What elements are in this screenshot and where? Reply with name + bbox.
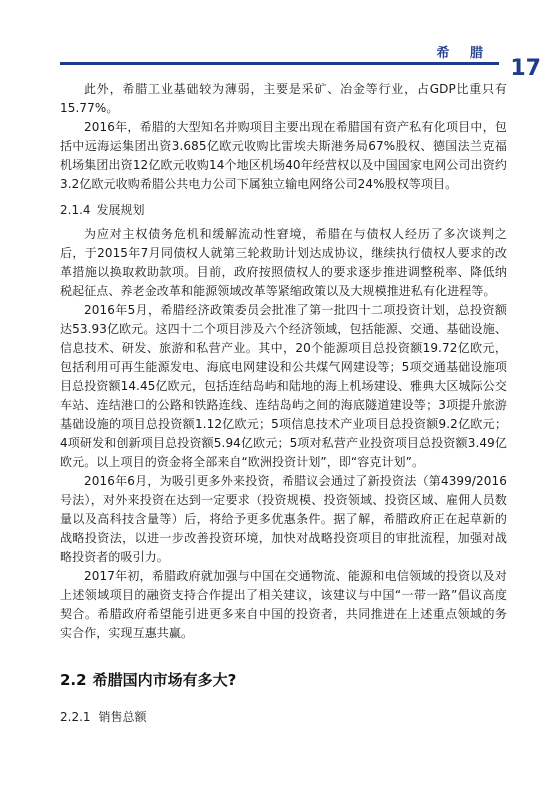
section-heading-2-2 xyxy=(60,669,507,690)
section-title: 希腊国内市场有多大? xyxy=(92,671,237,689)
section-number: 2.2 xyxy=(60,671,87,689)
paragraph-investment-plan: 2016年5月，希腊经济政策委员会批准了第一批四十二项投资计划，总投资额达53.93亿欧元。这四十二个项目涉及六个经济领域，包括能源、交通、基础设施、信息技术、研发、旅游和私营产业。其中，20个能源项目总投资额19.72亿欧元，包括利用可再生能源发电、海底电网建设和公共煤气网建设等；5项交通基础设施项目总投资额14.45亿欧元，包括连结岛屿和陆地的海上机场建设、雅典大区城际公交车站、连结港口的公路和铁路连线、连结岛屿之间的海底隧道建设等；3项提升旅游基础设施的项目总投资额1.12亿欧元；5项信息技术产业项目总投资额9.2亿欧元；4项研发和创新项目总投资额5.94亿欧元；5项对私营产业投资项目总投资额3.49亿欧元。以上项目的资金将全部来自“欧洲投资计划”，即“容克计划”。 xyxy=(60,303,507,469)
section-title: 发展规划 xyxy=(96,203,145,217)
page-body xyxy=(60,80,507,727)
header-rule xyxy=(60,62,499,65)
page-header xyxy=(0,0,559,84)
section-heading-2-2-1 xyxy=(60,708,507,727)
section-title: 销售总额 xyxy=(98,710,147,724)
paragraph-mergers: 2016年，希腊的大型知名并购项目主要出现在希腊国有资产私有化项目中，包括中远海运集团出资3.685亿欧元收购比雷埃夫斯港务局67%股权、德国法兰克福机场集团出资12亿欧元收购14个地区机场40年经营权以及中国国家电网公司出资约3.2亿欧元收购希腊公共电力公司下属独立输电网络公司24%股权等项目。 xyxy=(60,120,507,191)
paragraph-industry: 此外，希腊工业基础较为薄弱，主要是采矿、冶金等行业，占GDP比重只有15.77%。 xyxy=(60,82,507,115)
section-number: 2.2.1 xyxy=(60,710,91,724)
paragraph-debt-response: 为应对主权债务危机和缓解流动性窘境，希腊在与债权人经历了多次谈判之后，于2015年7月同债权人就第三轮救助计划达成协议，继续执行债权人要求的改革措施以换取救助款项。目前，政府按照债权人的要求逐步推进调整税率、降低纳税起征点、养老金改革和能源领域改革等紧缩政策以及大规模推进私有化进程等。 xyxy=(60,227,507,298)
paragraph-investment-law: 2016年6月，为吸引更多外来投资，希腊议会通过了新投资法（第4399/2016号法），对外来投资在达到一定要求（投资规模、投资领域、投资区域、雇佣人员数量以及高科技含量等）后，将给予更多优惠条件。据了解，希腊政府正在起草新的战略投资法，以进一步改善投资环境，加快对战略投资项目的审批流程，加强对战略投资者的吸引力。 xyxy=(60,474,507,564)
section-number: 2.1.4 xyxy=(60,203,91,217)
section-heading-2-1-4 xyxy=(60,201,507,220)
page-number: 17 xyxy=(510,56,541,81)
paragraph-china-cooperation: 2017年初，希腊政府就加强与中国在交通物流、能源和电信领域的投资以及对上述领域项目的融资支持合作提出了相关建议，该建议与中国“一带一路”倡议高度契合。希腊政府希望能引进更多来自中国的投资者，共同推进在上述重点领域的务实合作，实现互惠共赢。 xyxy=(60,569,507,640)
running-header-title: 希 腊 xyxy=(436,46,491,61)
